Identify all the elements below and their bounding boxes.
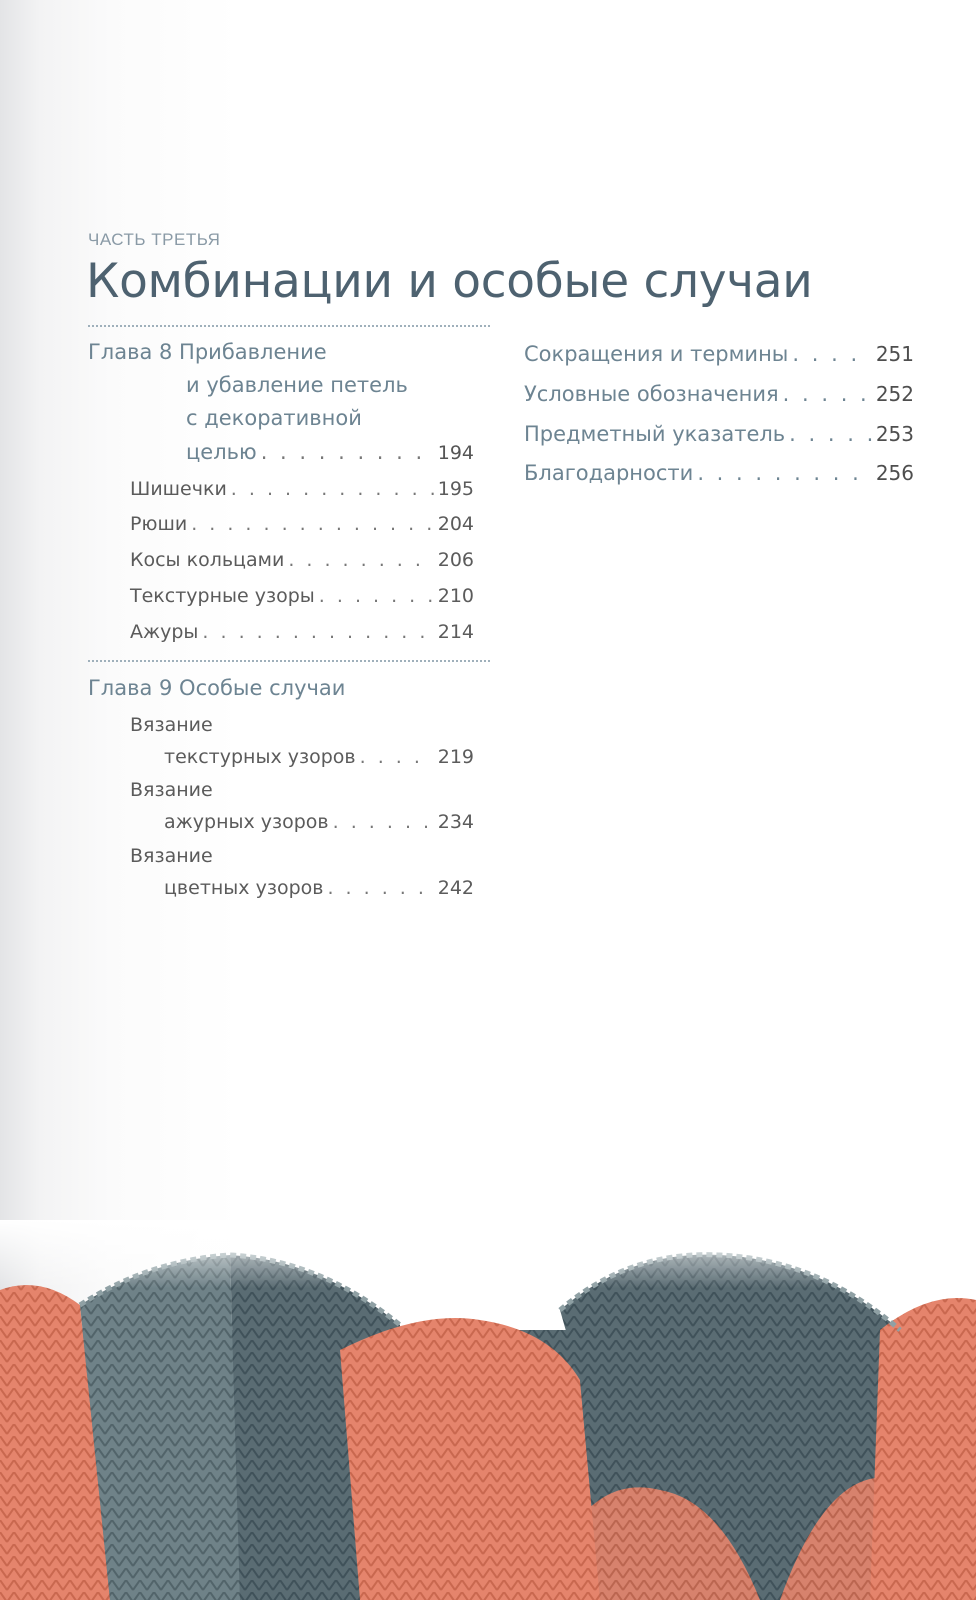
toc-item-label: цветных узоров [164, 877, 324, 899]
appendix-page: 251 [875, 342, 914, 366]
appendix-symbols[interactable] [524, 382, 914, 406]
appendix-label: Благодарности [524, 461, 694, 485]
toc-item-page: 206 [437, 549, 474, 571]
leader-dots [792, 342, 871, 366]
divider-top [88, 325, 490, 327]
toc-item-label: Косы кольцами [130, 549, 285, 571]
toc-item-textured-knitting[interactable] [164, 746, 474, 768]
leader-dots [333, 811, 434, 833]
leader-dots [261, 440, 434, 464]
toc-item-textured-knitting-line1: Вязание [130, 714, 213, 736]
chapter9-heading: Глава 9 Особые случаи [88, 676, 346, 700]
chapter8-heading-line-2: и убавление петель [186, 373, 408, 397]
chapter8-page: 194 [437, 442, 474, 464]
chapter8-entry-label: целью [186, 440, 257, 464]
toc-item-lace-knitting-line1: Вязание [130, 779, 213, 801]
toc-item-label: текстурных узоров [164, 746, 356, 768]
appendix-label: Предметный указатель [524, 422, 786, 446]
leader-dots [191, 513, 434, 535]
leader-dots [202, 621, 433, 643]
toc-item-page: 214 [437, 621, 474, 643]
appendix-abbreviations[interactable] [524, 342, 914, 366]
toc-item-page: 242 [437, 877, 474, 899]
toc-item-label: Текстурные узоры [130, 585, 315, 607]
leader-dots [783, 382, 872, 406]
appendix-label: Сокращения и термины [524, 342, 789, 366]
toc-item-label: ажурных узоров [164, 811, 329, 833]
toc-item-page: 219 [437, 746, 474, 768]
appendix-page: 252 [875, 382, 914, 406]
chapter8-entry[interactable] [186, 440, 474, 464]
toc-item-colour-knitting[interactable] [164, 877, 474, 899]
chapter8-heading-line-3: с декоративной [186, 406, 362, 430]
leader-dots [231, 478, 434, 500]
appendix-acknowledgements[interactable] [524, 461, 914, 485]
appendix-page: 253 [875, 422, 914, 446]
appendix-label: Условные обозначения [524, 382, 779, 406]
toc-item-colour-knitting-line1: Вязание [130, 845, 213, 867]
part-label: ЧАСТЬ ТРЕТЬЯ [88, 230, 221, 249]
leader-dots [360, 746, 434, 768]
toc-item-lace[interactable] [130, 621, 474, 643]
toc-item-bobbles[interactable] [130, 478, 474, 500]
leader-dots [789, 422, 872, 446]
part-title: Комбинации и особые случаи [86, 254, 813, 309]
leader-dots [697, 461, 872, 485]
toc-item-lace-knitting[interactable] [164, 811, 474, 833]
toc-item-textured-patterns[interactable] [130, 585, 474, 607]
appendix-index[interactable] [524, 422, 914, 446]
toc-item-label: Ажуры [130, 621, 199, 643]
leader-dots [319, 585, 434, 607]
divider-middle [88, 660, 490, 662]
toc-item-ruffles[interactable] [130, 513, 474, 535]
toc-item-ring-cables[interactable] [130, 549, 474, 571]
knitted-swatch-photo [0, 1220, 976, 1600]
appendix-page: 256 [875, 461, 914, 485]
chapter8-heading: Глава 8 Прибавление [88, 340, 327, 364]
toc-item-page: 234 [437, 811, 474, 833]
toc-item-label: Шишечки [130, 478, 227, 500]
toc-item-page: 195 [437, 478, 474, 500]
leader-dots [288, 549, 433, 571]
toc-item-page: 210 [437, 585, 474, 607]
leader-dots [327, 877, 433, 899]
toc-item-label: Рюши [130, 513, 188, 535]
toc-item-page: 204 [437, 513, 474, 535]
